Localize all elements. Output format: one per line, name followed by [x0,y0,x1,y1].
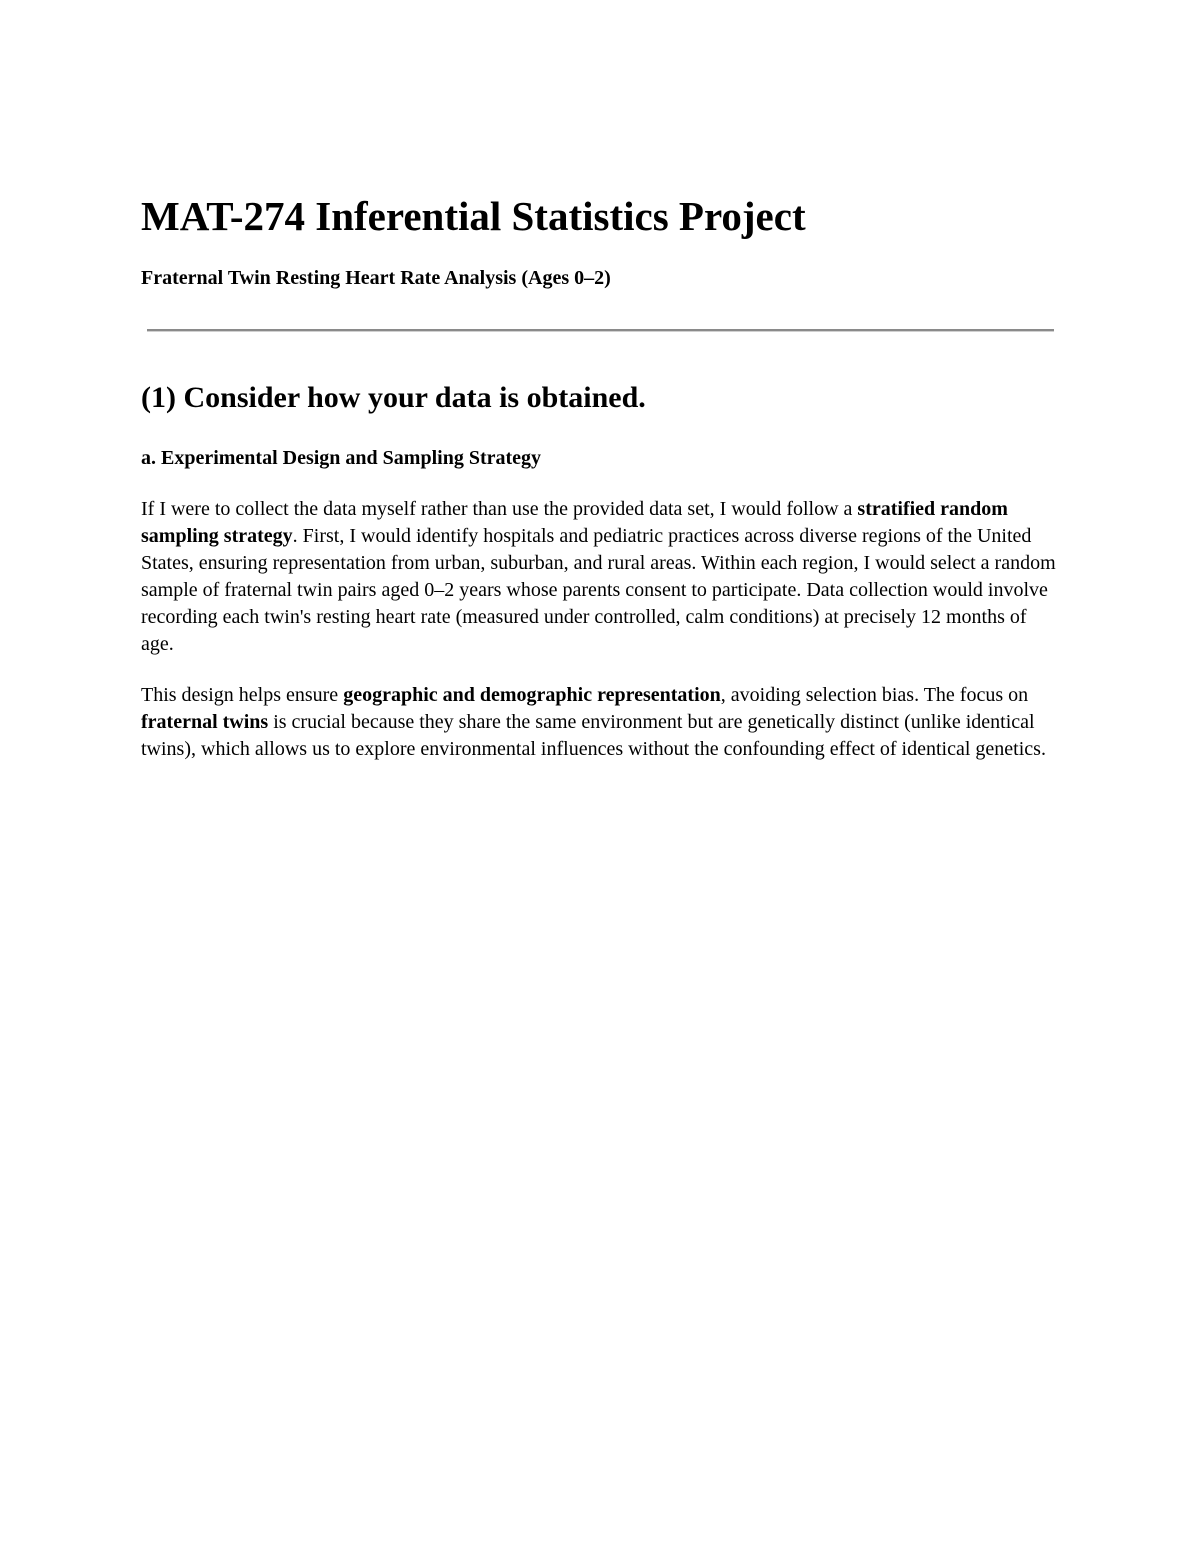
paragraph-text: This design helps ensure [141,684,344,706]
subsection-heading: a. Experimental Design and Sampling Strategy [141,447,542,469]
paragraph-text: . First, I would identify hospitals and pediatric practices across diverse regions of the United States, ensuring representation from urban, suburban, and rural areas. Within each region, I would select a random sample of fraternal twin pairs aged 0–2 years whose parents consent to participate. Data collection would involve recording each twin's resting heart rate (measured under controlled, calm conditions) at precisely 12 months of age. [141,525,1056,655]
paragraph-text: If I were to collect the data myself rather than use the provided data set, I would follow a [141,498,858,520]
horizontal-divider [147,329,1054,332]
emphasis-text: fraternal twins [141,711,269,733]
document-title: MAT-274 Inferential Statistics Project [141,193,806,239]
paragraph-sampling-strategy [141,496,1057,658]
section-heading: (1) Consider how your data is obtained. [141,381,646,414]
paragraph-text: , avoiding selection bias. The focus on [720,684,1029,706]
emphasis-text: stratified random sampling strategy [141,498,1008,547]
emphasis-text: geographic and demographic representation [343,684,721,706]
paragraph-design-rationale [141,682,1057,763]
paragraph-text: is crucial because they share the same environment but are genetically distinct (unlike identical twins), which allows us to explore environmental influences without the confounding effect of identical genetics. [141,711,1046,760]
document-subtitle: Fraternal Twin Resting Heart Rate Analysis (Ages 0–2) [141,267,611,289]
